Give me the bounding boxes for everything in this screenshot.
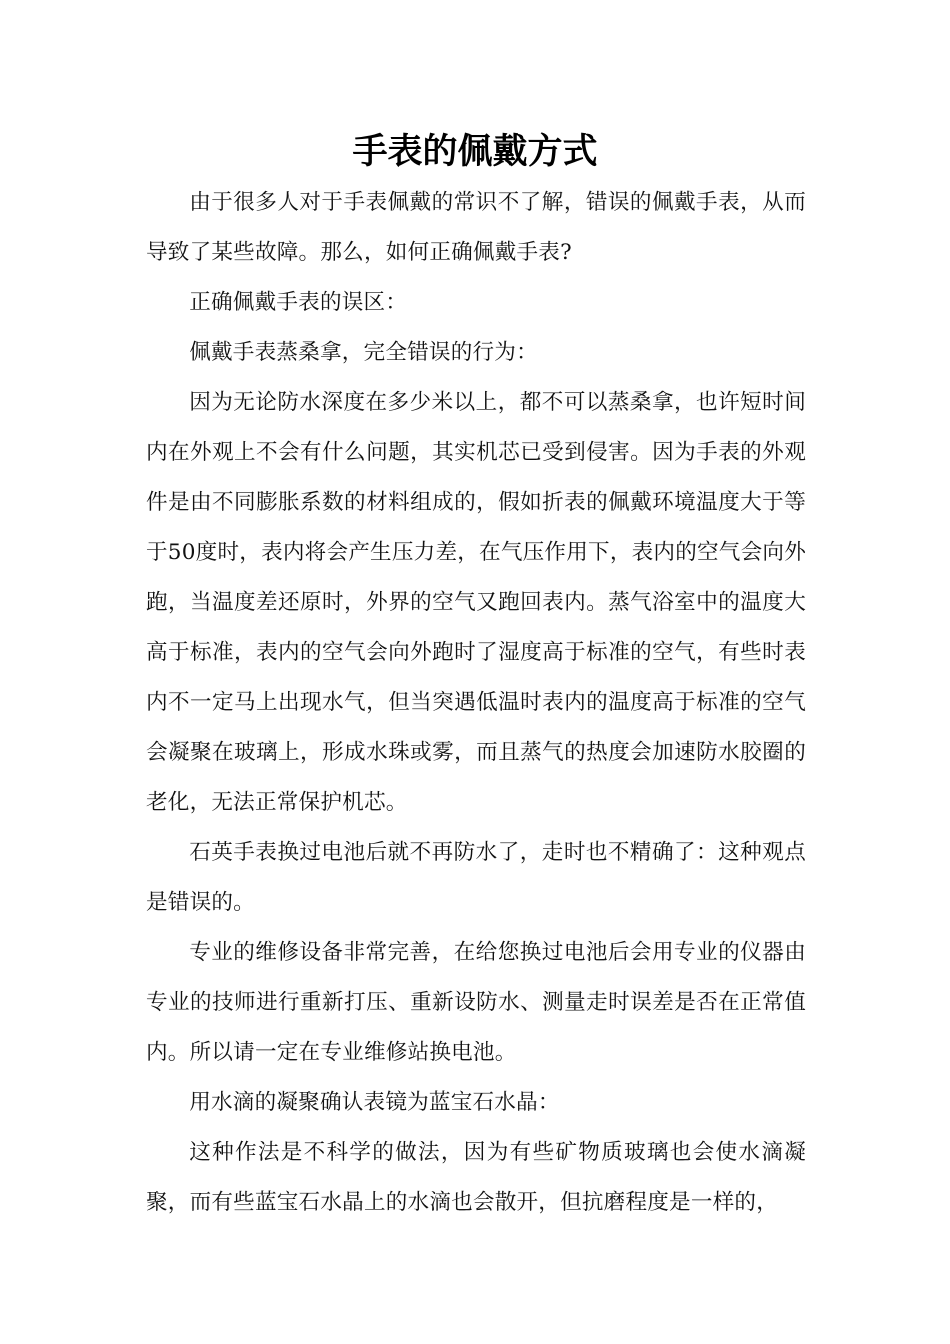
paragraph-misconceptions-heading: 正确佩戴手表的误区： (189, 290, 408, 315)
paragraph-battery-explanation: 专业的维修设备非常完善，在给您换过电池后会用专业的仪器由专业的技师进行重新打压、重新设防水、测量走时误差是否在正常值内。所以请一定在专业维修站换电池。 (146, 940, 806, 1065)
paragraph-sauna-heading: 佩戴手表蒸桑拿，完全错误的行为： (189, 340, 538, 365)
document-body (146, 178, 806, 1228)
paragraph-battery-heading: 石英手表换过电池后就不再防水了，走时也不精确了：这种观点是错误的。 (146, 840, 806, 915)
document-title: 手表的佩戴方式 (352, 131, 598, 172)
paragraph-sapphire-heading: 用水滴的凝聚确认表镜为蓝宝石水晶： (189, 1090, 560, 1115)
paragraph-sapphire-explanation: 这种作法是不科学的做法，因为有些矿物质玻璃也会使水滴凝聚，而有些蓝宝石水晶上的水滴也会散开，但抗磨程度是一样的， (146, 1140, 806, 1215)
paragraph-sauna-explanation: 因为无论防水深度在多少米以上，都不可以蒸桑拿，也许短时间内在外观上不会有什么问题，其实机芯已受到侵害。因为手表的外观件是由不同膨胀系数的材料组成的，假如折表的佩戴环境温度大于等于50度时，表内将会产生压力差，在气压作用下，表内的空气会向外跑，当温度差还原时，外界的空气又跑回表内。蒸气浴室中的温度大高于标准，表内的空气会向外跑时了湿度高于标准的空气，有些时表内不一定马上出现水气，但当突遇低温时表内的温度高于标准的空气会凝聚在玻璃上，形成水珠或雾，而且蒸气的热度会加速防水胶圈的老化，无法正常保护机芯。 (146, 390, 806, 815)
paragraph-intro: 由于很多人对于手表佩戴的常识不了解，错误的佩戴手表，从而导致了某些故障。那么，如何正确佩戴手表? (146, 190, 806, 265)
